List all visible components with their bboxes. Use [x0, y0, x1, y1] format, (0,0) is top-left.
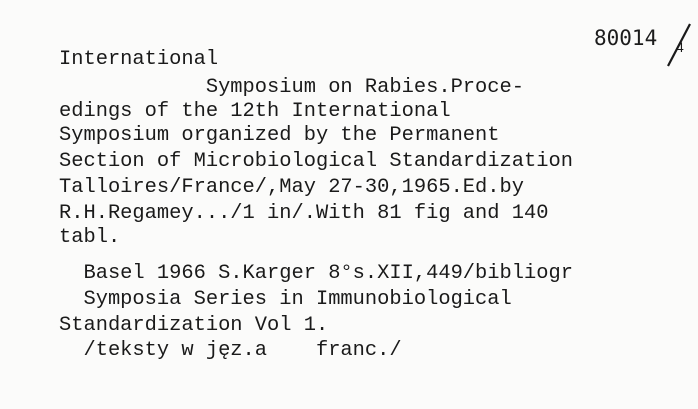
title-line-6: Talloires/France/,May 27-30,1965.Ed.by [59, 176, 524, 199]
title-line-7: R.H.Regamey.../1 in/.With 81 fig and 140 [59, 202, 549, 225]
catalog-number: 80014 [594, 26, 658, 50]
series-line-1: Symposia Series in Immunobiological [59, 288, 512, 311]
title-line-2: Symposium on Rabies.Proce- [59, 76, 524, 99]
title-line-8: tabl. [59, 226, 121, 249]
title-line-4: Symposium organized by the Permanent [59, 124, 500, 147]
title-line-1: International [59, 48, 219, 71]
imprint-line: Basel 1966 S.Karger 8°s.XII,449/bibliogr [59, 262, 573, 285]
title-line-5: Section of Microbiological Standardization [59, 150, 573, 173]
language-note: /teksty w jęz.a franc./ [59, 339, 402, 362]
title-line-3: edings of the 12th International [59, 100, 451, 123]
catalog-suffix-mark [666, 22, 692, 68]
catalog-suffix: 4 [676, 39, 684, 55]
series-line-2: Standardization Vol 1. [59, 314, 329, 337]
